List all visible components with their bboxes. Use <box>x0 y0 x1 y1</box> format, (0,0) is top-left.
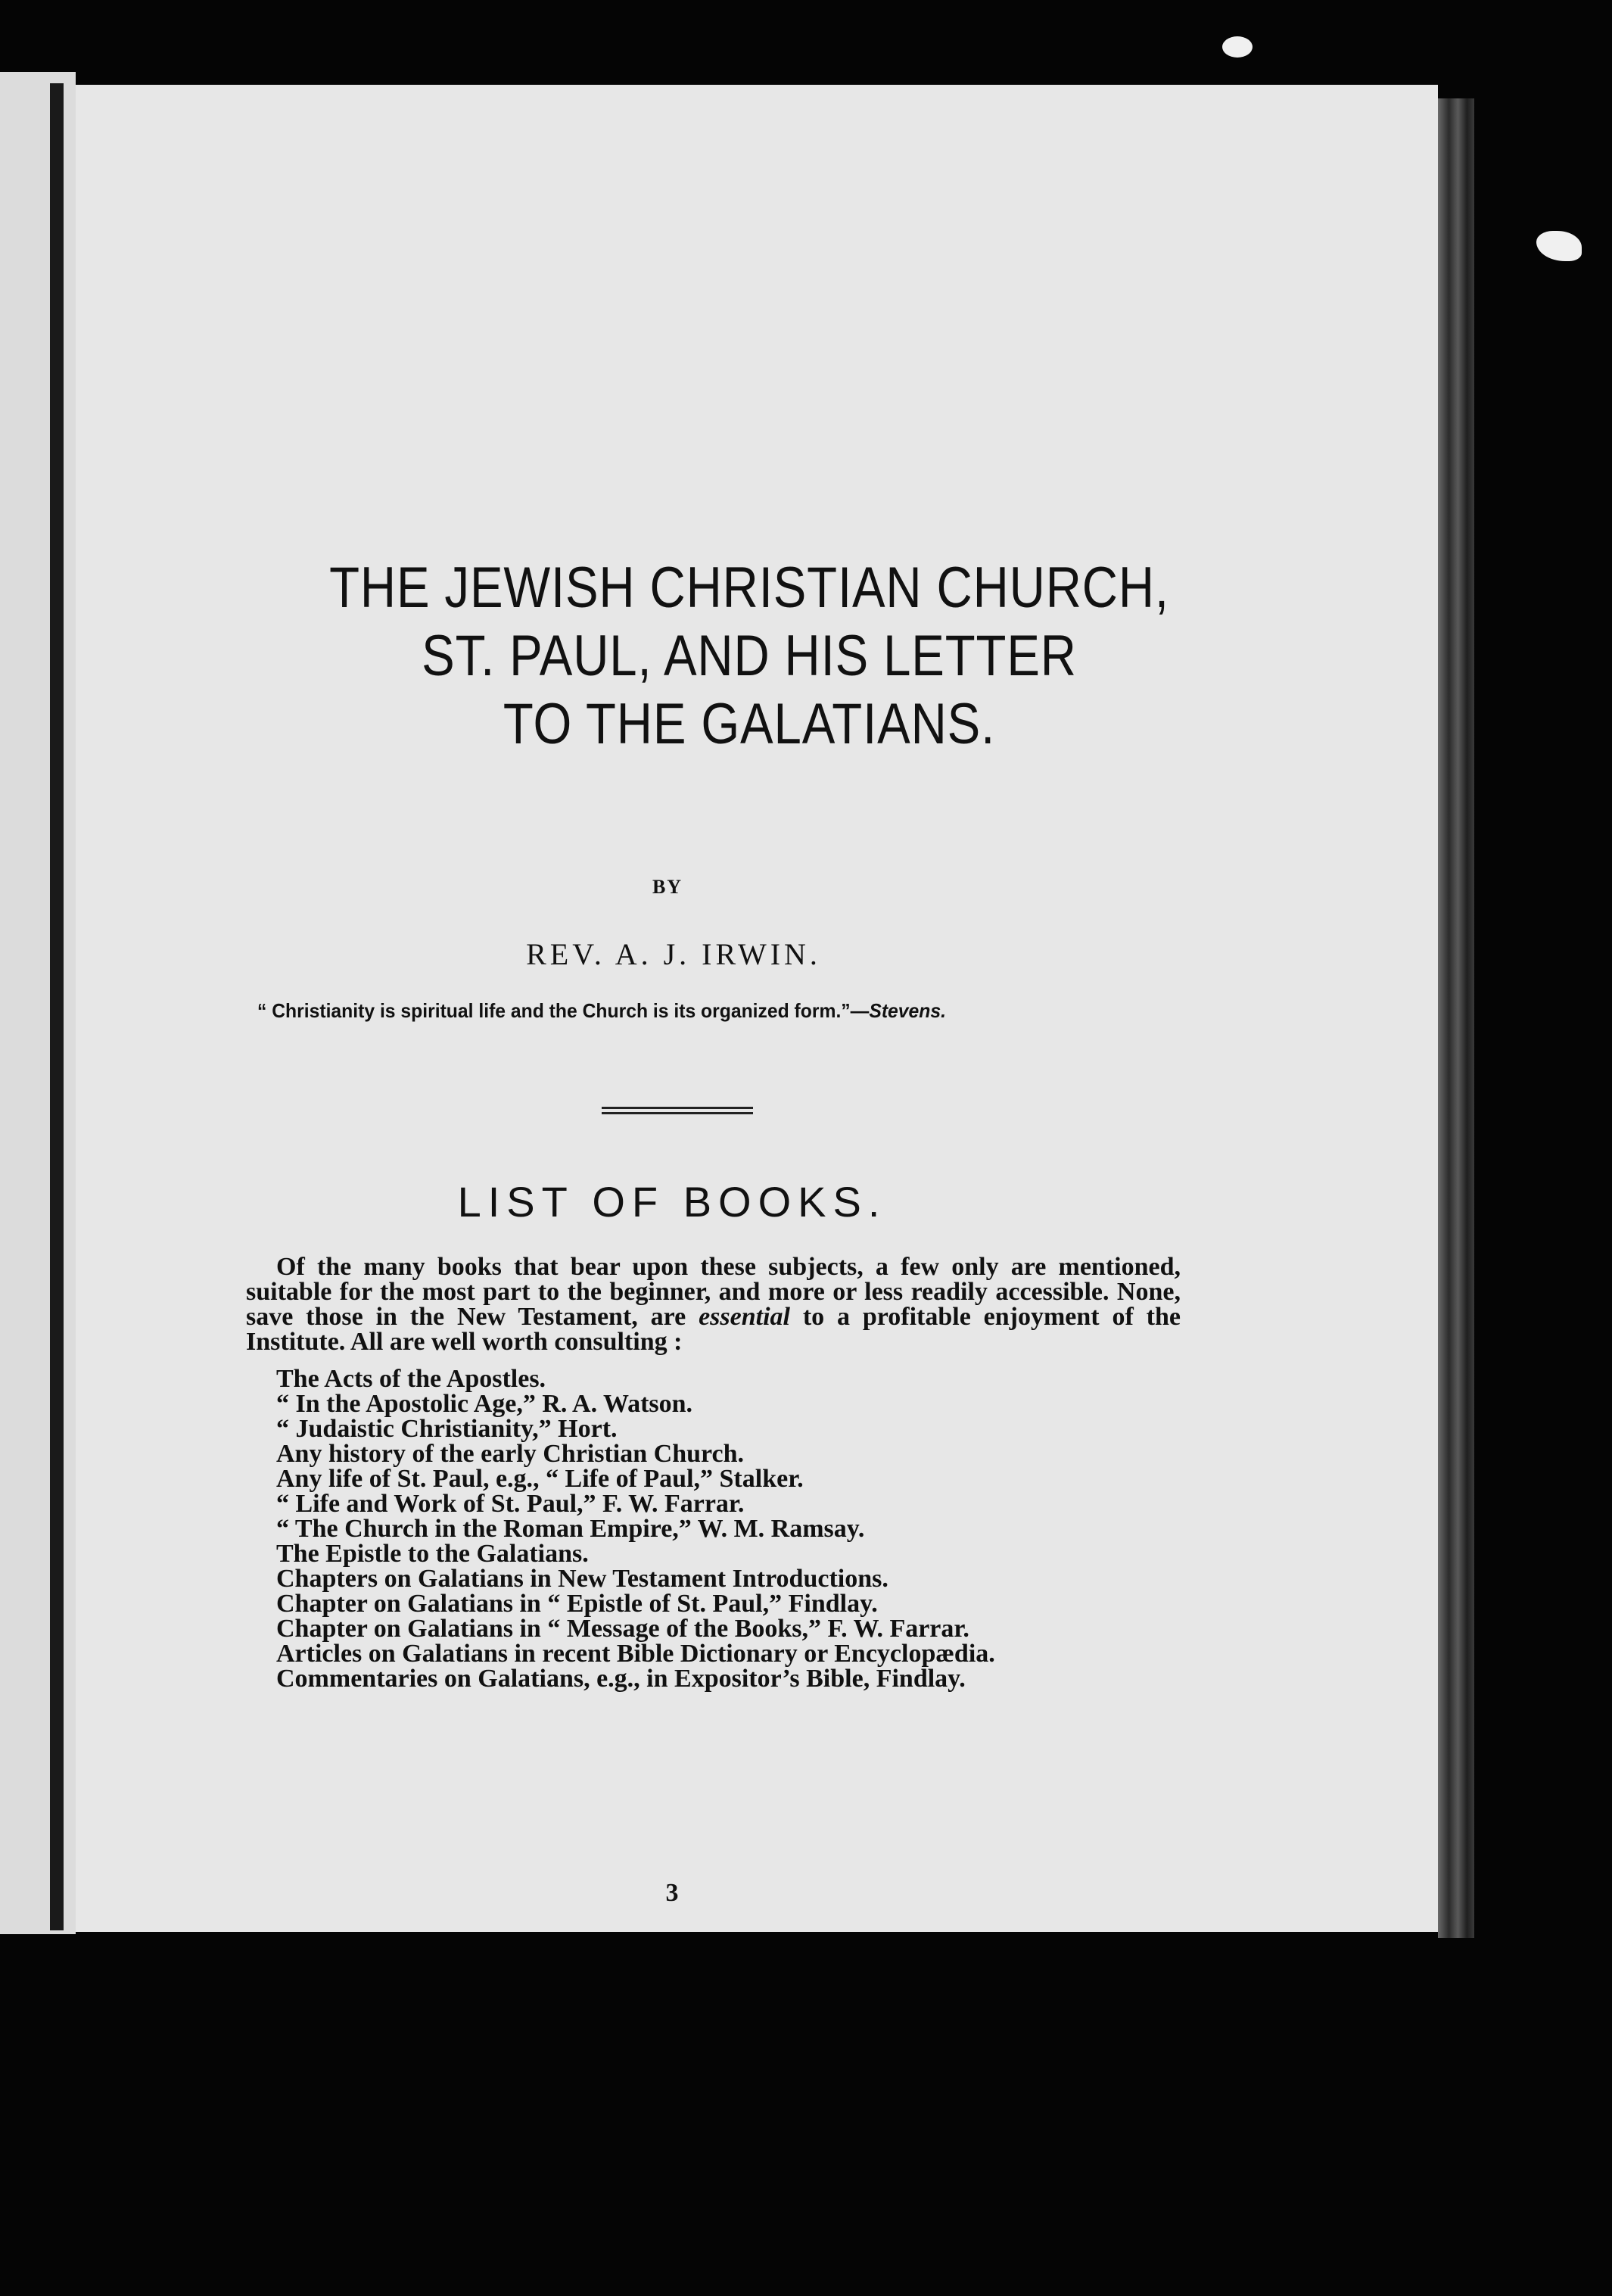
list-item: Articles on Galatians in recent Bible Dictionary or Encyclopædia. <box>276 1640 995 1668</box>
title-line: THE JEWISH CHRISTIAN CHURCH, <box>329 556 1169 620</box>
list-item: “ Judaistic Christianity,” Hort. <box>276 1415 618 1443</box>
list-item: Any history of the early Christian Church. <box>276 1440 744 1468</box>
list-item: Chapters on Galatians in New Testament Introductions. <box>276 1565 888 1593</box>
intro-emphasis: essential <box>699 1303 790 1331</box>
list-item: The Acts of the Apostles. <box>276 1365 546 1393</box>
intro-text-end: to a profitable enjoyment of the Institute. All are well worth consulting : <box>246 1303 1181 1356</box>
list-item: “ In the Apostolic Age,” R. A. Watson. <box>276 1390 693 1418</box>
binding-gutter <box>50 83 64 1930</box>
intro-paragraph <box>246 1254 1181 1354</box>
page-content <box>76 85 1438 1932</box>
book-page <box>76 85 1438 1932</box>
epigraph-quote: “ Christianity is spiritual life and the Church is its organized form.”— <box>257 999 870 1022</box>
epigraph-attribution: Stevens. <box>869 999 946 1022</box>
intro-text: Of the many books that bear upon these subjects, a few only are mentioned, suitable for the most part to the beginner, and more or less readily accessible. None, save those in the New Testament, are <box>246 1253 1181 1331</box>
byline-label: BY <box>652 876 683 898</box>
page-edge-stack <box>1438 98 1474 1938</box>
author-name: REV. A. J. IRWIN. <box>526 937 821 971</box>
title-line: TO THE GALATIANS. <box>503 692 996 756</box>
list-item: “ Life and Work of St. Paul,” F. W. Farrar. <box>276 1490 745 1518</box>
list-item: Chapter on Galatians in “ Epistle of St. Paul,” Findlay. <box>276 1590 878 1618</box>
dust-speck <box>1536 231 1582 261</box>
body-text <box>246 1254 1181 1691</box>
double-rule-divider <box>602 1107 753 1114</box>
list-item: Any life of St. Paul, e.g., “ Life of Paul,” Stalker. <box>276 1465 804 1493</box>
section-heading: LIST OF BOOKS. <box>457 1178 887 1226</box>
dust-speck <box>1222 36 1253 58</box>
title-line: ST. PAUL, AND HIS LETTER <box>422 624 1077 688</box>
epigraph <box>257 999 1134 1023</box>
list-item: The Epistle to the Galatians. <box>276 1540 589 1568</box>
left-page-edge <box>0 72 76 1934</box>
list-item: “ The Church in the Roman Empire,” W. M. Ramsay. <box>276 1515 865 1543</box>
list-item: Chapter on Galatians in “ Message of the Books,” F. W. Farrar. <box>276 1615 969 1643</box>
list-item: Commentaries on Galatians, e.g., in Expositor’s Bible, Findlay. <box>276 1665 966 1693</box>
document-title <box>261 554 1237 759</box>
page-number: 3 <box>665 1879 679 1907</box>
book-list <box>246 1366 1181 1691</box>
